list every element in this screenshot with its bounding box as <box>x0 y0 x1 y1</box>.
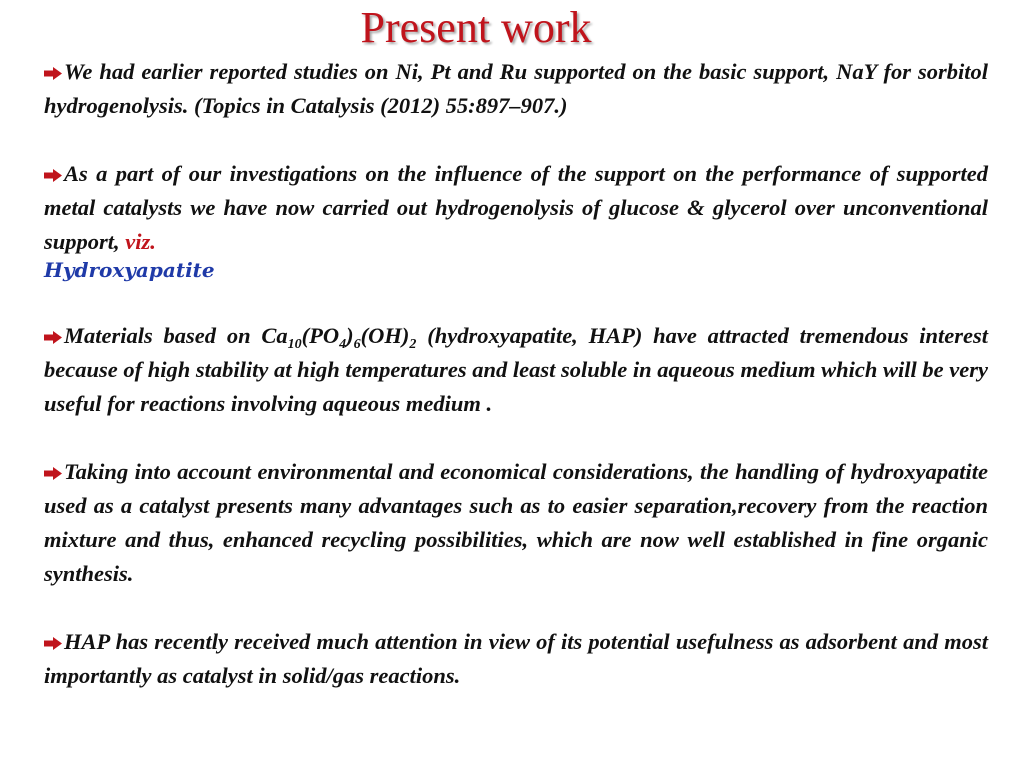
arrow-right-icon <box>44 169 62 182</box>
hydroxyapatite-heading: Hydroxyapatite <box>44 258 215 282</box>
formula-subscript: 10 <box>287 337 302 352</box>
paragraph-text: We had earlier reported studies on Ni, Pt and Ru supported on the basic support, NaY for sorbitol hydrogenolysis. (Topics in Catalysis (2012) 55:897–907.) <box>44 59 988 118</box>
paragraph-materials <box>44 319 988 421</box>
paragraph-text: As a part of our investigations on the influence of the support on the performance of supported metal catalysts we have now carried out hydrogenolysis of glucose & glycerol over unconventional support, <box>44 161 988 254</box>
paragraph-earlier-studies <box>44 55 988 123</box>
formula-subscript: 6 <box>353 337 361 352</box>
paragraph-text: HAP has recently received much attention in view of its potential usefulness as adsorbent and most importantly as catalyst in solid/gas reactions. <box>44 629 988 688</box>
arrow-right-icon <box>44 67 62 80</box>
formula-part: (PO <box>301 323 340 348</box>
paragraph-text: (hydroxyapatite, HAP) have attracted tremendous interest because of high stability at high temperatures and least soluble in aqueous medium which will be very useful for reactions involving aqueous medium . <box>44 323 988 416</box>
formula-subscript: 4 <box>339 337 347 352</box>
formula-part: (OH) <box>360 323 410 348</box>
paragraph-text: Taking into account environmental and economical considerations, the handling of hydroxyapatite used as a catalyst presents many advantages such as to easier separation,recovery from the reaction mixture and thus, enhanced recycling possibilities, which are now well established in fine organic synthesis. <box>44 459 988 586</box>
arrow-right-icon <box>44 331 62 344</box>
formula-part: ) <box>346 323 354 348</box>
slide-title: Present work <box>360 3 592 52</box>
slide-body <box>44 55 988 727</box>
paragraph-hap-attention <box>44 625 988 693</box>
formula-subscript: 2 <box>409 337 417 352</box>
paragraph-support-investigation <box>44 157 988 259</box>
paragraph-considerations <box>44 455 988 591</box>
arrow-right-icon <box>44 637 62 650</box>
arrow-right-icon <box>44 467 62 480</box>
formula-lead: Materials based on Ca <box>64 323 288 348</box>
viz-label: viz. <box>125 229 156 254</box>
